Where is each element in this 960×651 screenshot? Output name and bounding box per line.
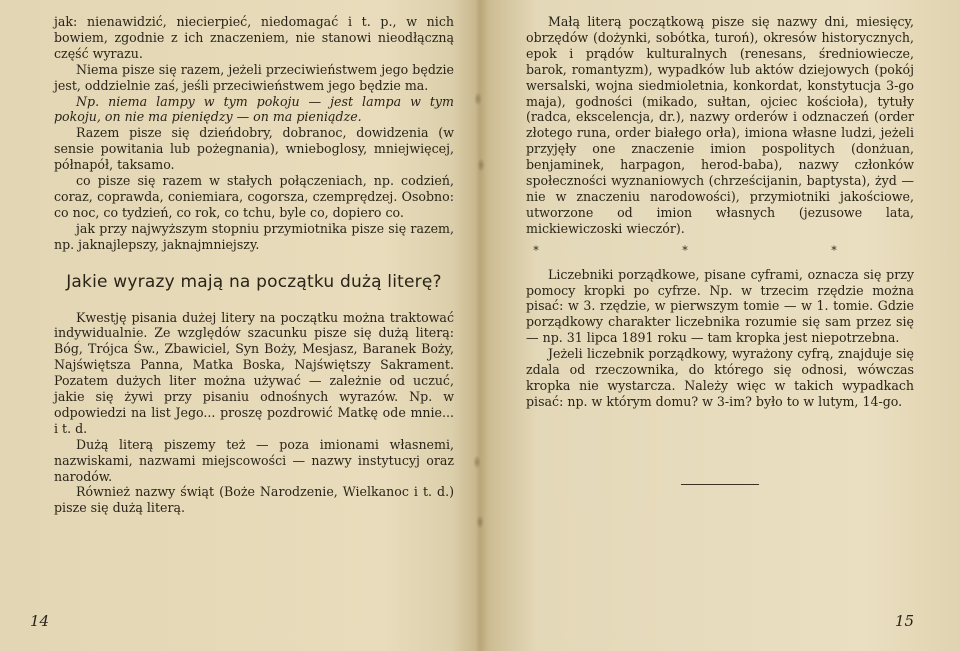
paragraph: Dużą literą piszemy też — poza imionami własnemi, nazwiskami, nazwami miejscowości — nazwy instytucyj oraz narodów. bbox=[54, 436, 454, 484]
paragraph: Jeżeli liczebnik porządkowy, wyrażony cyfrą, znajduje się zdala od rzeczownika, do którego się odnosi, wówczas kropka nie wystarcza. Należy więc w takich wypadkach pisać: np. w którym domu? w 3-im? było to w lutym, 14-go. bbox=[526, 346, 914, 409]
page-number-left: 14 bbox=[30, 612, 50, 630]
page-number-right: 15 bbox=[895, 612, 915, 630]
paragraph: jak: nienawidzić, niecierpieć, niedomagać i t. p., w nich bowiem, zgodnie z ich znaczeniem, nie stanowi nieodłączną część wyrazu. bbox=[54, 14, 454, 61]
section-heading: Jakie wyrazy mają na początku dużą literę? bbox=[66, 271, 442, 292]
section-separator: * * * bbox=[533, 243, 907, 257]
paper-stain bbox=[477, 158, 485, 172]
paper-stain bbox=[476, 515, 484, 529]
right-page bbox=[526, 14, 914, 485]
paragraph: Razem pisze się dzieńdobry, dobranoc, dowidzenia (w sensie powitania lub pożegnania), wnieboglosy, mniejwięcej, półnapół, taksamo. bbox=[54, 125, 454, 173]
paragraph: co pisze się razem w stałych połączeniach, np. codzień, coraz, coprawda, coniemiara, cogorsza, czemprędzej. Osobno: co noc, co tydzień, co rok, co tchu, byle co, dopiero co. bbox=[54, 173, 454, 220]
paragraph: Małą literą początkową pisze się nazwy dni, miesięcy, obrzędów (dożynki, sobótka, turoń), okresów historycznych, epok i prądów kulturalnych (renesans, średniowiecze, barok, romantyzm), wypadków lub aktów dziejowych (pokój wersalski, wojna siedmioletnia, konkordat, konstytucja 3-go maja), godności (mikado, sułtan, ojciec kościoła), tytuły (radca, ekscelencja, dr.), nazwy orderów i odznaczeń (order złotego runa, order białego orła), imiona własne ludzi, jeżeli przyjęły one znaczenie imion pospolitych (donżuan, benjaminek, harpagon, herod-baba), nazwy członków społeczności wyznaniowych (chrześcijanin, baptysta), żyd — nie w znaczeniu narodowości), przymiotniki jakościowe, utworzone od imion własnych (jezusowe lata, mickiewiczoski wieczór). bbox=[526, 14, 914, 236]
end-rule bbox=[681, 484, 759, 485]
paragraph: Kwestję pisania dużej litery na początku można traktować indywidualnie. Ze względów szacunku pisze się dużą literą: Bóg, Trójca Św., Zbawiciel, Syn Boży, Mesjasz, Baranek Boży, Najświętsza Panna, Matka Boska, Najświętszy Sakrament. Pozatem dużych liter można używać — zależnie od uczuć, jakie się żywi przy pisaniu odnośnych wyrazów. Np. w odpowiedzi na list Jego... proszę pozdrowić Matkę ode mnie... i t. d. bbox=[54, 309, 454, 436]
paragraph: Liczebniki porządkowe, pisane cyframi, oznacza się przy pomocy kropki po cyfrze. Np. w trzecim rzędzie można pisać: w 3. rzędzie, w pierwszym tomie — w 1. tomie. Gdzie porządkowy charakter liczebnika rozumie się sam przez się — np. 31 lipca 1891 roku — tam kropka jest niepotrzebna. bbox=[526, 266, 914, 346]
paragraph: Również nazwy świąt (Boże Narodzenie, Wielkanoc i t. d.) pisze się dużą literą. bbox=[54, 484, 454, 516]
paper-stain bbox=[473, 455, 481, 469]
paragraph: jak przy najwyższym stopniu przymiotnika pisze się razem, np. jaknajlepszy, jaknajmniejszy. bbox=[54, 220, 454, 252]
left-page bbox=[54, 14, 454, 516]
paragraph: Niema pisze się razem, jeżeli przeciwieństwem jego będzie jest, oddzielnie zaś, jeśli przeciwieństwem jego będzie ma. bbox=[54, 61, 454, 93]
paper-stain bbox=[474, 92, 482, 106]
paragraph: Np. niema lampy w tym pokoju — jest lampa w tym pokoju, on nie ma pieniędzy — on ma pieniądze. bbox=[54, 93, 454, 125]
